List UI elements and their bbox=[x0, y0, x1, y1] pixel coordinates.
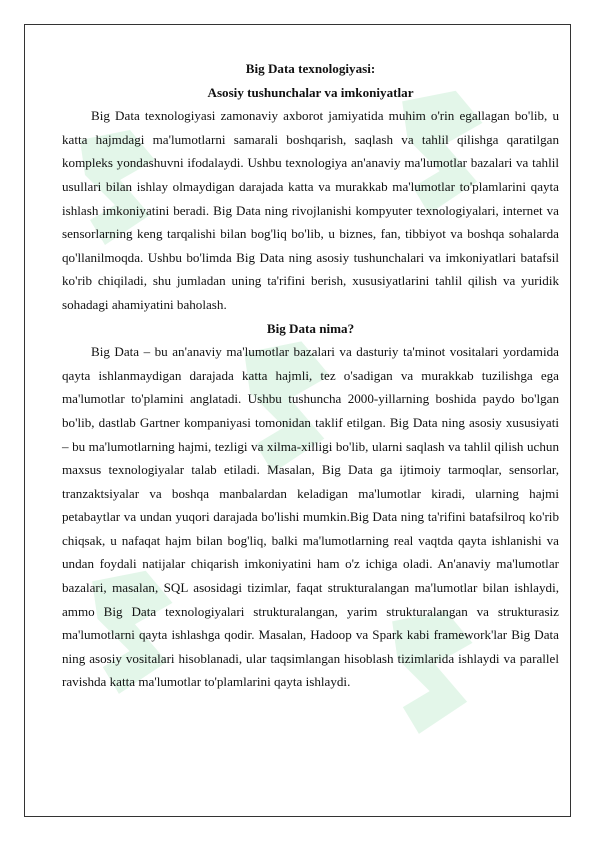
document-subtitle: Asosiy tushunchalar va imkoniyatlar bbox=[207, 84, 414, 100]
definition-paragraph: Big Data – bu an'anaviy ma'lumotlar bazalari va dasturiy ta'minot vositalari yordamida qayta ishlanmaydigan darajada katta hajmli, tez o'sadigan va murakkab tuzilishga ega ma'lumotlar to'plamini anglatadi. Ushbu tushuncha 2000-yillarning boshida paydo bo'lgan bo'lib, dastlab Gartner kompaniyasi tomonidan taklif etilgan. Big Data ning asosiy xususiyati – bu ma'lumotlarning hajmi, tezligi va xilma-xilligi bo'lib, ularni saqlash va tahlil qilish uchun maxsus texnologiyalar talab etiladi. Masalan, Big Data ga ijtimoiy tarmoqlar, sensorlar, tranzaktsiyalar va boshqa manbalardan keladigan ma'lumotlar kiradi, ularning hajmi petabaytlar va undan yuqori darajada bo'lishi mumkin.Big Data ning ta'rifini batafsilroq ko'rib chiqsak, u nafaqat hajm bilan bog'liq, balki ma'lumotlarning real vaqtda qayta ishlanishi va undan foydali natijalar chiqarish imkoniyatini ham o'z ichiga oladi. An'anaviy ma'lumotlar bazalari, masalan, SQL asosidagi tizimlar, faqat strukturalangan ma'lumotlar bilan ishlaydi, ammo Big Data texnologiyalari strukturalangan, yarim strukturalangan va strukturasiz ma'lumotlarni qayta ishlashga qodir. Masalan, Hadoop va Spark kabi framework'lar Big Data ning asosiy vositalari hisoblanadi, ular taqsimlangan hisoblash tizimlarida ishlaydi va parallel ravishda katta ma'lumotlar to'plamlarini qayta ishlaydi. bbox=[62, 344, 559, 690]
document-title: Big Data texnologiyasi: bbox=[245, 61, 376, 76]
document-body bbox=[62, 57, 559, 694]
intro-paragraph: Big Data texnologiyasi zamonaviy axborot jamiyatida muhim o'rin egallagan bo'lib, u katta hajmdagi ma'lumotlarni samarali boshqarish, saqlash va tahlil qilishga qaratilgan kompleks yondashuvni ifodalaydi. Ushbu texnologiya an'anaviy ma'lumotlar bazalari va tahlil usullari bilan ishlay olmaydigan darajada katta va murakkab ma'lumotlar to'plamlarini qayta ishlash imkoniyatini beradi. Big Data ning rivojlanishi kompyuter texnologiyalari, internet va sensorlarning keng tarqalishi bilan bog'liq bo'lib, u biznes, fan, tibbiyot va boshqa sohalarda qo'llanilmoqda. Ushbu bo'limda Big Data ning asosiy tushunchalari va imkoniyatlari batafsil ko'rib chiqiladi, shu jumladan uning ta'rifini berish, xususiyatlarini tahlil qilish va yuridik sohadagi ahamiyatini baholash. bbox=[62, 108, 559, 312]
section-heading: Big Data nima? bbox=[266, 320, 355, 336]
